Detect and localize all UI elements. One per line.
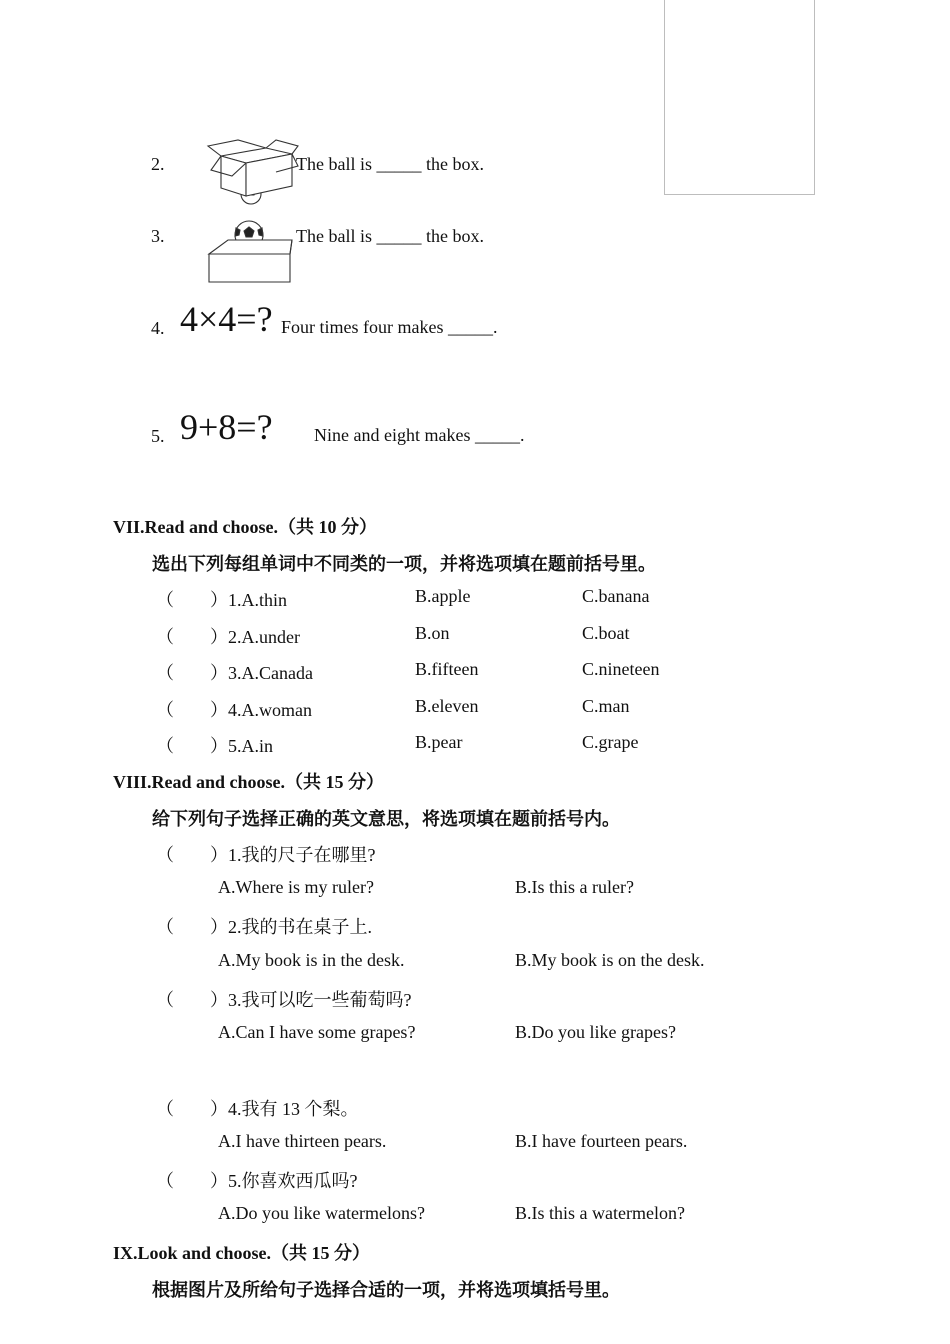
q5-sentence: Nine and eight makes _____.: [314, 425, 525, 445]
option-b: B.Is this a watermelon?: [515, 1203, 685, 1223]
answer-paren[interactable]: （: [156, 590, 174, 610]
option-b: B.Is this a ruler?: [515, 877, 634, 897]
answer-paren[interactable]: （: [156, 1099, 174, 1119]
question-text: ）2.我的书在桌子上.: [210, 917, 372, 937]
option-c: C.boat: [582, 623, 630, 643]
section7-instruction: 选出下列每组单词中不同类的一项，并将选项填在题前括号里。: [152, 554, 656, 575]
q2-sentence: The ball is _____ the box.: [296, 154, 484, 174]
q3-number: 3.: [151, 226, 165, 246]
section8-instruction: 给下列句子选择正确的英文意思，将选项填在题前括号内。: [152, 809, 620, 830]
option-a: A.My book is in the desk.: [218, 950, 405, 970]
option-a: A.I have thirteen pears.: [218, 1131, 387, 1151]
option-b: B.I have fourteen pears.: [515, 1131, 688, 1151]
answer-paren[interactable]: （: [156, 845, 174, 865]
question-text: ）4.我有 13 个梨。: [210, 1099, 359, 1119]
option-c: C.grape: [582, 732, 639, 752]
answer-paren[interactable]: （: [156, 917, 174, 937]
section9-title: IX.Look and choose.（共 15 分）: [113, 1243, 371, 1263]
q5-number: 5.: [151, 426, 165, 446]
question-text: ）1.我的尺子在哪里?: [210, 845, 376, 865]
q4-sentence: Four times four makes _____.: [281, 317, 498, 337]
option-a: ）1.A.thin: [210, 590, 288, 610]
option-b: B.on: [415, 623, 450, 643]
option-c: C.banana: [582, 586, 650, 606]
q3-sentence: The ball is _____ the box.: [296, 226, 484, 246]
option-b: B.fifteen: [415, 659, 479, 679]
option-a: A.Can I have some grapes?: [218, 1022, 416, 1042]
option-b: B.apple: [415, 586, 471, 606]
option-c: C.man: [582, 696, 630, 716]
section7-title: VII.Read and choose.（共 10 分）: [113, 517, 378, 537]
option-c: C.nineteen: [582, 659, 660, 679]
option-a: ）3.A.Canada: [210, 663, 313, 683]
question-text: ）3.我可以吃一些葡萄吗?: [210, 990, 412, 1010]
q4-equation: 4×4=?: [180, 299, 273, 339]
option-b: B.eleven: [415, 696, 479, 716]
option-a: ）2.A.under: [210, 627, 300, 647]
answer-paren[interactable]: （: [156, 627, 174, 647]
q5-equation: 9+8=?: [180, 407, 273, 447]
option-b: B.My book is on the desk.: [515, 950, 705, 970]
option-b: B.pear: [415, 732, 463, 752]
answer-paren[interactable]: （: [156, 700, 174, 720]
q4-number: 4.: [151, 318, 165, 338]
box-ball-on-image: [206, 218, 294, 286]
q2-number: 2.: [151, 154, 165, 174]
answer-paren[interactable]: （: [156, 990, 174, 1010]
option-a: A.Do you like watermelons?: [218, 1203, 425, 1223]
option-b: B.Do you like grapes?: [515, 1022, 676, 1042]
section8-title: VIII.Read and choose.（共 15 分）: [113, 772, 385, 792]
answer-paren[interactable]: （: [156, 663, 174, 683]
question-text: ）5.你喜欢西瓜吗?: [210, 1171, 358, 1191]
option-a: ）5.A.in: [210, 736, 273, 756]
open-box-ball-under-image: [206, 138, 298, 206]
option-a: A.Where is my ruler?: [218, 877, 374, 897]
option-a: ）4.A.woman: [210, 700, 312, 720]
corner-frame: [664, 0, 815, 195]
answer-paren[interactable]: （: [156, 1171, 174, 1191]
answer-paren[interactable]: （: [156, 736, 174, 756]
section9-instruction: 根据图片及所给句子选择合适的一项，并将选项填括号里。: [152, 1280, 620, 1301]
